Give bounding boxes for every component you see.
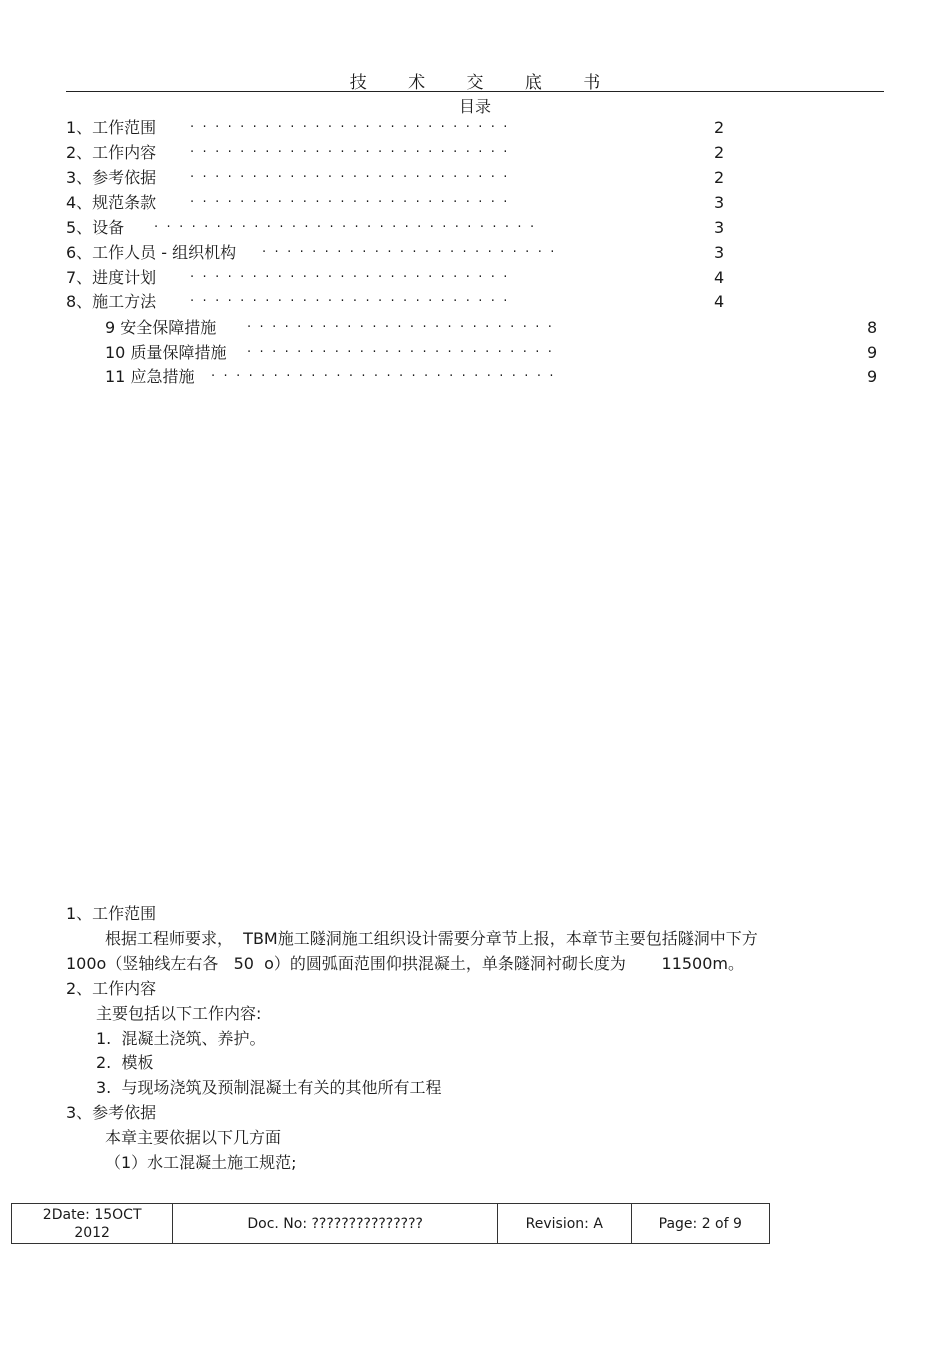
toc-leader-dots: ······························· [154,220,543,235]
footer-date-line: 2012 [74,1224,110,1241]
toc-entry-label: 11 应急措施 [105,367,195,386]
toc-entry[interactable] [105,316,885,340]
toc-entry[interactable] [66,191,736,215]
section-paragraph: 100o（竖轴线左右各 50 o）的圆弧面范围仰拱混凝土，单条隧洞衬砌长度为 11500m。 [66,954,744,973]
toc-entry-label: 1、工作范围 [66,118,157,137]
toc-leader-dots: ························ [262,245,563,260]
toc-leader-dots: ·························· [190,145,516,160]
toc-entry-label: 10 质量保障措施 [105,343,227,362]
toc-entry-label: 2、工作内容 [66,143,157,162]
toc-entry-page: 3 [714,243,725,262]
toc-entry-label: 3、参考依据 [66,168,157,187]
toc-entry[interactable] [66,266,736,290]
document-title: 技 术 交 底 书 [349,73,619,93]
toc-entry-page: 8 [867,318,878,337]
section-paragraph: 主要包括以下工作内容: [96,1004,262,1023]
footer-date-line: 2Date: 15OCT [42,1206,142,1223]
section-heading: 2、工作内容 [66,979,157,998]
toc-entry[interactable] [66,116,736,140]
toc-entry[interactable] [66,290,736,314]
toc-entry-label: 5、设备 [66,218,125,237]
toc-entry-page: 4 [714,268,725,287]
toc-leader-dots: ·························· [190,120,516,135]
toc-entry-label: 6、工作人员 - 组织机构 [66,243,237,262]
toc-entry-label: 9 安全保障措施 [105,318,217,337]
section-heading: 3、参考依据 [66,1103,157,1122]
footer-page: Page: 2 of 9 [631,1204,769,1244]
toc-leader-dots: ···························· [211,369,562,384]
section-paragraph: 根据工程师要求， TBM施工隧洞施工组织设计需要分章节上报，本章节主要包括隧洞中下方 [105,929,758,948]
footer-table [11,1203,770,1244]
toc-leader-dots: ·························· [190,294,516,309]
toc-entry-page: 2 [714,118,725,137]
footer-date [12,1204,173,1244]
list-item: 1. 混凝土浇筑、养护。 [96,1029,266,1048]
toc-entry[interactable] [66,166,736,190]
list-item: 3. 与现场浇筑及预制混凝土有关的其他所有工程 [96,1078,442,1097]
toc-entry[interactable] [105,341,885,365]
toc-entry-page: 3 [714,193,725,212]
toc-entry[interactable] [66,141,736,165]
toc-entry-page: 3 [714,218,725,237]
toc-entry[interactable] [66,216,736,240]
toc-entry[interactable] [66,241,736,265]
toc-leader-dots: ·························· [190,170,516,185]
toc-title: 目录 [458,97,491,116]
toc-leader-dots: ·························· [190,195,516,210]
toc-leader-dots: ·························· [190,270,516,285]
list-item: （1）水工混凝土施工规范; [105,1153,297,1172]
toc-entry-label: 4、规范条款 [66,193,157,212]
toc-entry-page: 9 [867,367,878,386]
footer-revision: Revision: A [498,1204,632,1244]
list-item: 2. 模板 [96,1053,154,1072]
header-divider [66,91,884,92]
toc-entry[interactable] [105,365,885,389]
footer-doc-no: Doc. No: ??????????????? [173,1204,498,1244]
toc-entry-page: 9 [867,343,878,362]
toc-entry-page: 4 [714,292,725,311]
section-heading: 1、工作范围 [66,904,157,923]
toc-entry-page: 2 [714,168,725,187]
toc-entry-label: 8、施工方法 [66,292,157,311]
toc-leader-dots: ························· [247,345,561,360]
toc-entry-label: 7、进度计划 [66,268,157,287]
toc-entry-page: 2 [714,143,725,162]
section-paragraph: 本章主要依据以下几方面 [105,1128,282,1147]
toc-leader-dots: ························· [247,320,561,335]
